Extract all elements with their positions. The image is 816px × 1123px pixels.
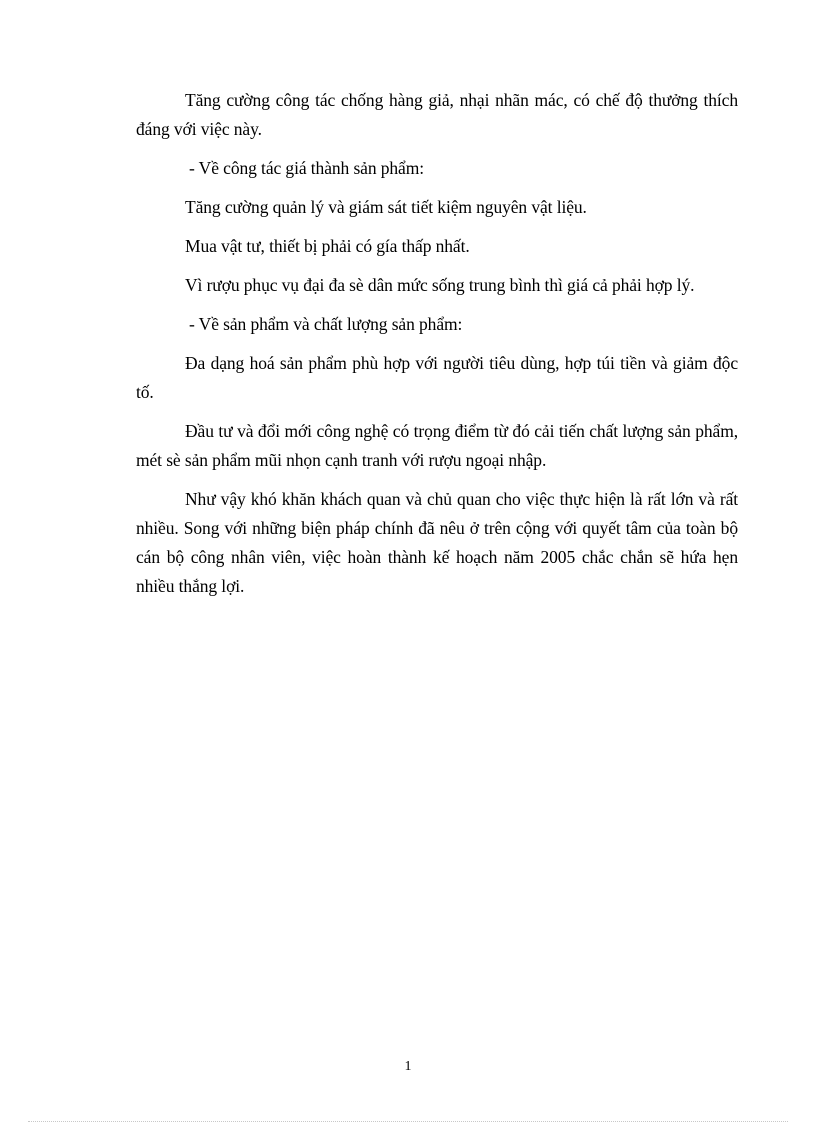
paragraph-pricing: Vì rượu phục vụ đại đa sè dân mức sống trung bình thì giá cả phải hợp lý. — [185, 275, 695, 295]
subheading-product-quality: - Về sản phẩm và chất lượng sản phẩm: — [189, 314, 463, 334]
paragraph-purchasing: Mua vật tư, thiết bị phải có gía thấp nhất. — [185, 236, 470, 256]
paragraph-technology-investment: Đầu tư và đổi mới công nghệ có trọng điểm từ đó cải tiến chất lượng sản phẩm, mét sè sản phẩm mũi nhọn cạnh tranh với rượu ngoại nhập. — [136, 421, 738, 470]
subheading-product-cost: - Về công tác giá thành sản phẩm: — [189, 158, 424, 178]
paragraph-conclusion: Như vậy khó khăn khách quan và chủ quan cho việc thực hiện là rất lớn và rất nhiều. Song với những biện pháp chính đã nêu ở trên cộng với quyết tâm của toàn bộ cán bộ công nhân viên, việc hoàn thành kế hoạch năm 2005 chắc chắn sẽ hứa hẹn nhiều thắng lợi. — [136, 489, 738, 596]
page-bottom-divider — [28, 1121, 788, 1122]
page-number: 1 — [404, 1059, 412, 1074]
paragraph-material-savings: Tăng cường quản lý và giám sát tiết kiệm nguyên vật liệu. — [185, 197, 587, 217]
paragraph-anti-counterfeit: Tăng cường công tác chống hàng giả, nhại nhãn mác, có chế độ thưởng thích đáng với việc này. — [136, 90, 738, 139]
paragraph-diversification: Đa dạng hoá sản phẩm phù hợp với người tiêu dùng, hợp túi tiền và giảm độc tố. — [136, 353, 738, 402]
document-body — [136, 86, 738, 611]
